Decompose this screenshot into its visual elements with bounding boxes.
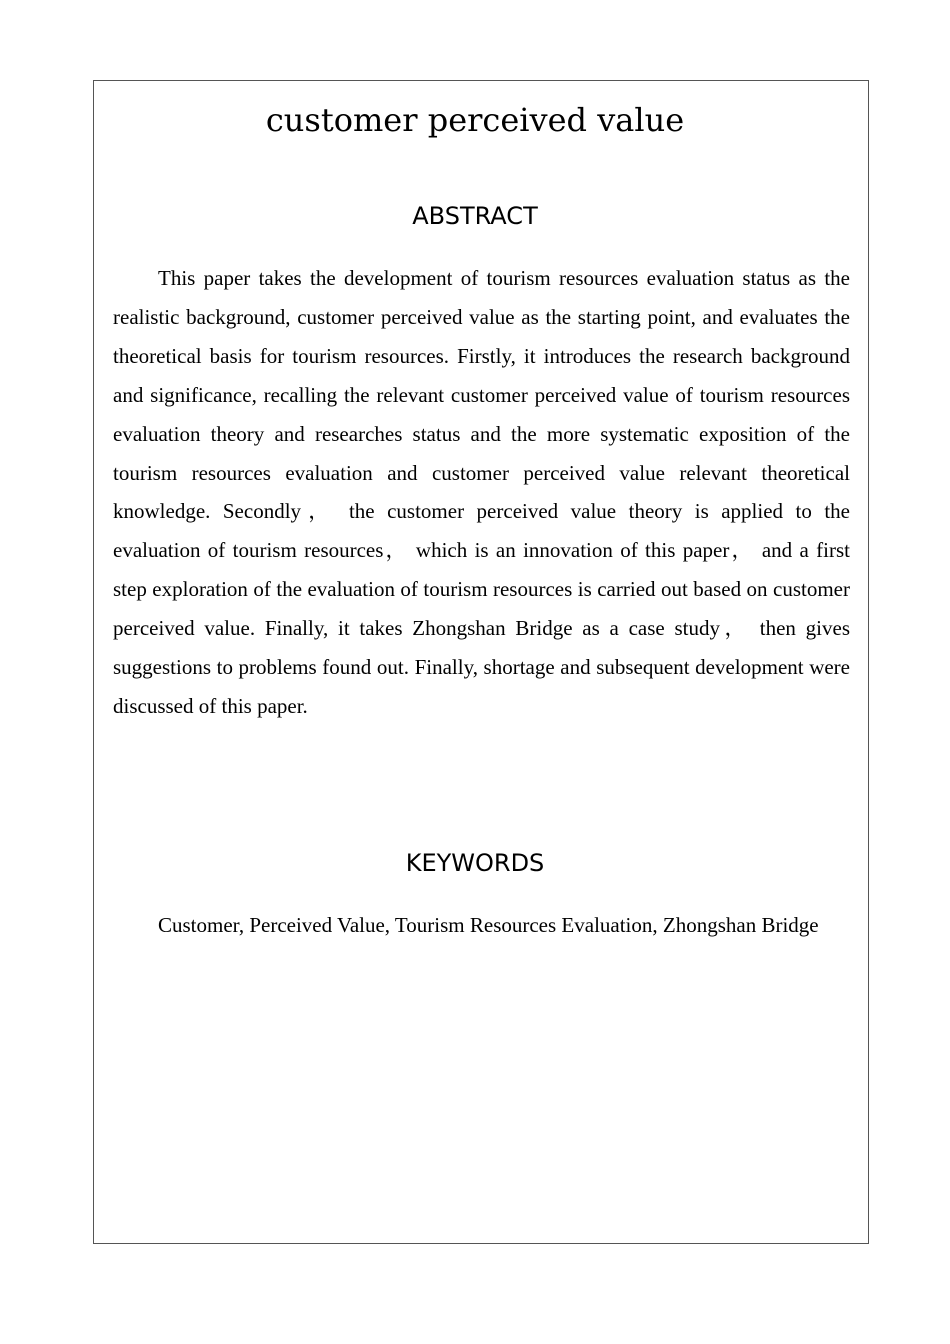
keywords-heading: KEYWORDS — [405, 849, 545, 877]
abstract-heading: ABSTRACT — [412, 202, 538, 230]
keywords-paragraph: Customer, Perceived Value, Tourism Resources Evaluation, Zhongshan Bridge — [158, 913, 819, 937]
document-title: customer perceived value — [265, 101, 685, 139]
abstract-paragraph: This paper takes the development of tourism resources evaluation status as the realistic background, customer perceived value as the starting point, and evaluates the theoretical basis for tourism resources. Firstly, it introduces the research background and significance, recalling the relevant customer perceived value of tourism resources evaluation theory and researches status and the more systematic exposition of the tourism resources evaluation and customer perceived value relevant theoretical knowledge. Secondly， the customer perceived value theory is applied to the evaluation of tourism resources， which is an innovation of this paper， and a first step exploration of the evaluation of tourism resources is carried out based on customer perceived value. Finally, it takes Zhongshan Bridge as a case study， then gives suggestions to problems found out. Finally, shortage and subsequent development were discussed of this paper. — [113, 266, 850, 718]
